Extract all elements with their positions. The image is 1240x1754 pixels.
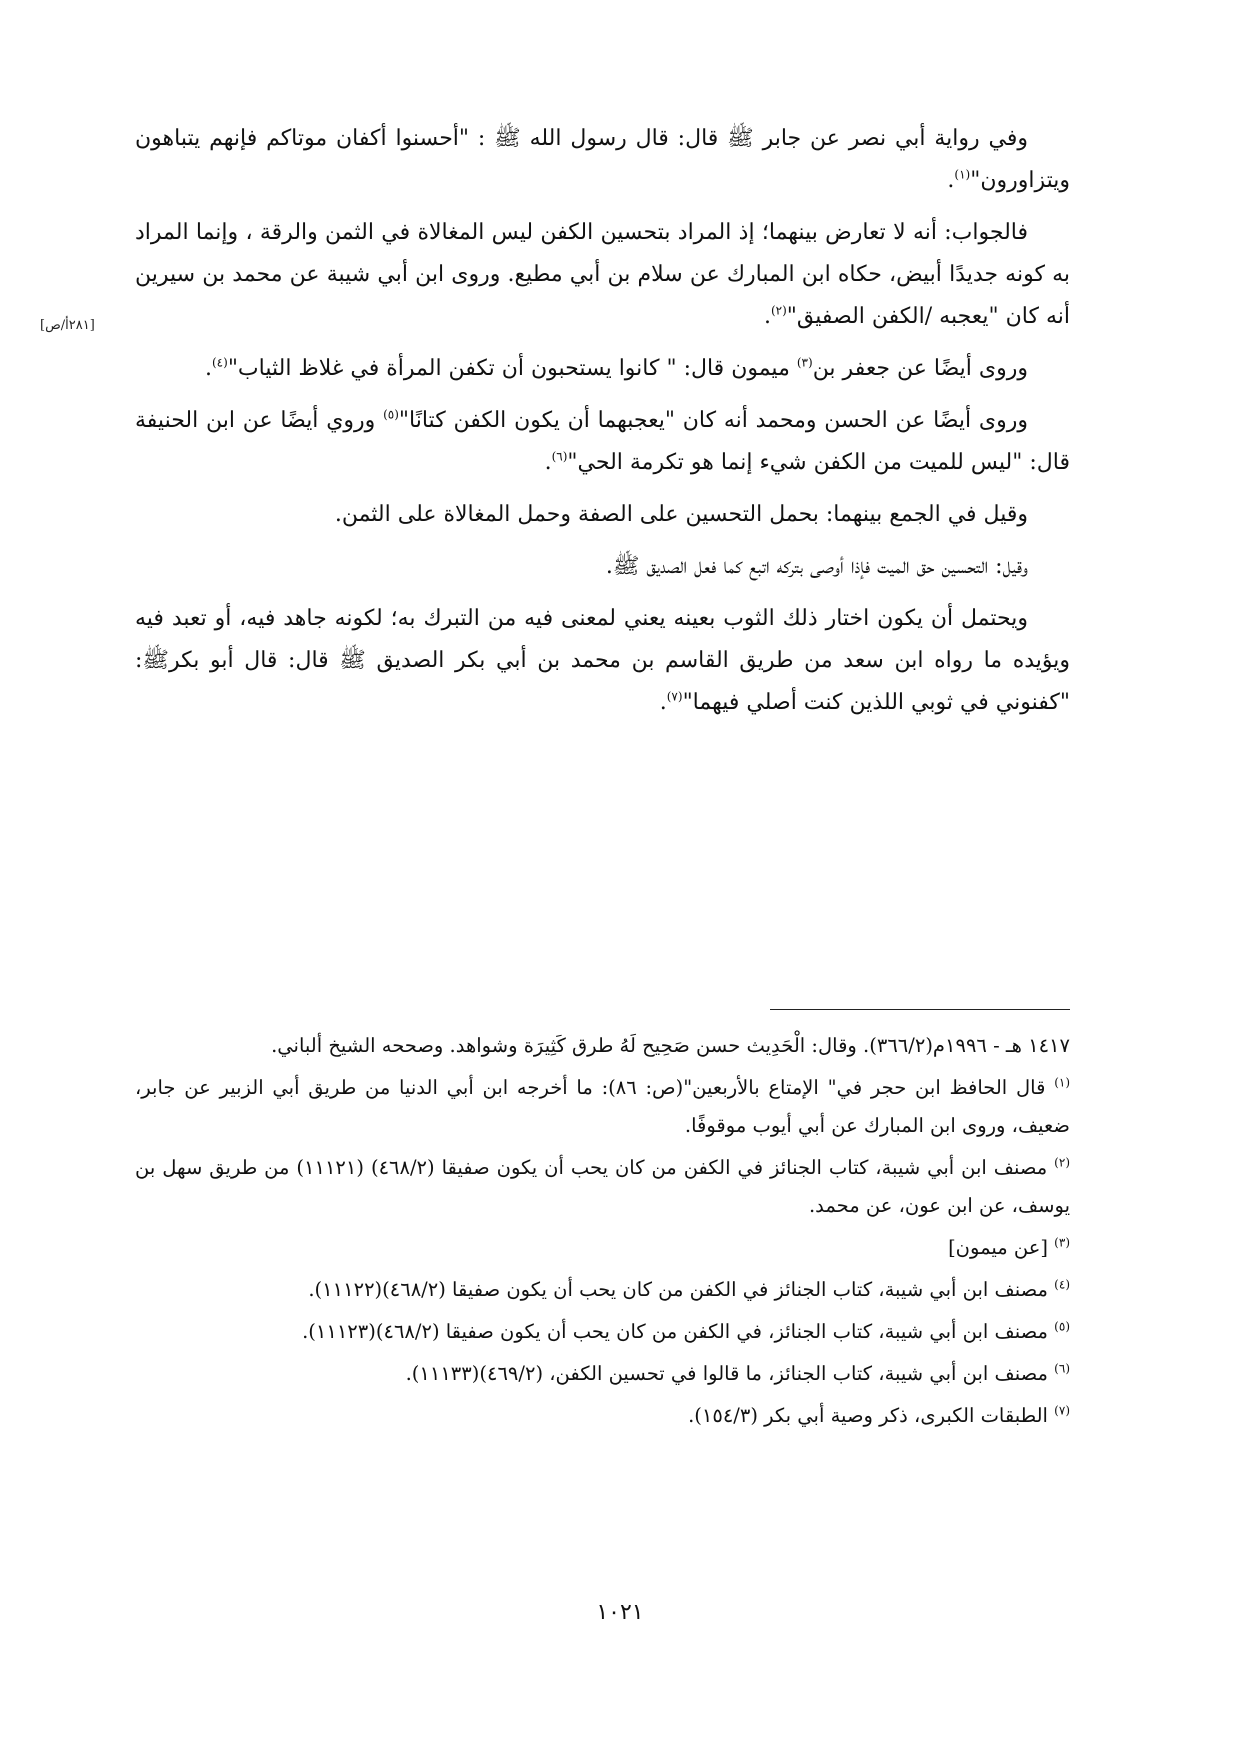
paragraph-4: وروى أيضًا عن الحسن ومحمد أنه كان "يعجبهما أن يكون الكفن كتانًا"$^{(٥)}$ وروي أيضًا عن ابن الحنيفة قال: "ليس للميت من الكفن شيء إنما هو تكرمة الحي"$^{(٦)}$. xyxy=(135,407,1070,475)
main-text xyxy=(135,118,1070,734)
footnote-ref-1[interactable]: (١) xyxy=(954,167,971,182)
footnote-2: $^{(٢)}$ مصنف ابن أبي شيبة، كتاب الجنائز في الكفن من كان يحب أن يكون صفيقا (٤٦٨/٢) (١١١٢١) من طريق سهل بن يوسف، عن ابن عون، عن محمد. xyxy=(135,1155,1070,1217)
paragraph-3: وروى أيضًا عن جعفر بن$^{(٣)}$ ميمون قال: " كانوا يستحبون أن تكفن المرأة في غلاظ الثياب"$^{(٤)}$. xyxy=(204,355,1028,381)
paragraph-5: وقيل في الجمع بينهما: بحمل التحسين على الصفة وحمل المغالاة على الثمن. xyxy=(334,502,1028,527)
footnote-ref-7[interactable]: (٧) xyxy=(666,689,683,704)
page-number: ١٠٢١ xyxy=(596,1600,644,1625)
footnotes xyxy=(135,1027,1070,1439)
paragraph-6: وقيل: التحسين حق الميت فإذا أوصى بتركه اتبع كما فعل الصديق ﷺ. xyxy=(605,554,1028,579)
paragraph-2: فالجواب: أنه لا تعارض بينهما؛ إذ المراد بتحسين الكفن ليس المغالاة في الثمن والرقة ، وإنما المراد به كونه جديدًا أبيض، حكاه ابن المبارك عن سلام بن أبي مطيع. وروى ابن أبي شيبة عن محمد بن سيرين أنه كان "يعجبه /الكفن الصفيق"$^{(٢)}$. xyxy=(135,220,1070,329)
footnote-4: $^{(٤)}$ مصنف ابن أبي شيبة، كتاب الجنائز في الكفن من كان يحب أن يكون صفيقا (٤٦٨/٢)(١١١٢٢). xyxy=(308,1277,1070,1301)
footnote-ref-4[interactable]: (٤) xyxy=(211,355,228,370)
footnote-1: $^{(١)}$ قال الحافظ ابن حجر في" الإمتاع بالأربعين"(ص: ٨٦): ما أخرجه ابن أبي الدنيا من طريق أبي الزبير عن جابر، ضعيف، وروى ابن المبارك عن أبي أيوب موقوفًا. xyxy=(135,1075,1071,1137)
paragraph-1: وفي رواية أبي نصر عن جابر ﷺ قال: قال رسول الله ﷺ : "أحسنوا أكفان موتاكم فإنهم يتباهون ويتزاورون"$^{(١)}$. xyxy=(135,126,1070,193)
paragraph-7: ويحتمل أن يكون اختار ذلك الثوب بعينه يعني لمعنى فيه من التبرك به؛ لكونه جاهد فيه، أو تعبد فيه ويؤيده ما رواه ابن سعد من طريق القاسم بن محمد بن أبي بكر الصديق ﷺ قال: قال أبو بكرﷺ: "كفنوني في ثوبي اللذين كنت أصلي فيهما"$^{(٧)}$. xyxy=(135,606,1070,715)
footnote-3: $^{(٣)}$ [عن ميمون] xyxy=(948,1235,1070,1259)
footnote-7: $^{(٧)}$ الطبقات الكبرى، ذكر وصية أبي بكر (١٥٤/٣). xyxy=(688,1403,1070,1427)
footnote-ref-2[interactable]: (٢) xyxy=(770,303,787,318)
margin-manuscript-note: [٢٨١أ/ص] xyxy=(40,318,95,333)
footnote-continuation: ١٤١٧ هـ - ١٩٩٦م(٣٦٦/٢). وقال: الْحَدِيث حسن صَحِيح لَهُ طرق كَثِيرَة وشواهد. وصححه الشيخ ألباني. xyxy=(271,1034,1070,1057)
footnote-5: $^{(٥)}$ مصنف ابن أبي شيبة، كتاب الجنائز، في الكفن من كان يحب أن يكون صفيقا (٤٦٨/٢)(١١١٢٣). xyxy=(302,1319,1070,1343)
footnote-ref-6[interactable]: (٦) xyxy=(551,449,568,464)
footnote-6: $^{(٦)}$ مصنف ابن أبي شيبة، كتاب الجنائز، ما قالوا في تحسين الكفن، (٤٦٩/٢)(١١١٣٣). xyxy=(405,1361,1070,1385)
footnote-ref-5[interactable]: (٥) xyxy=(383,407,399,422)
footnote-ref-3[interactable]: (٣) xyxy=(796,355,813,370)
footnote-separator xyxy=(770,1009,1070,1010)
